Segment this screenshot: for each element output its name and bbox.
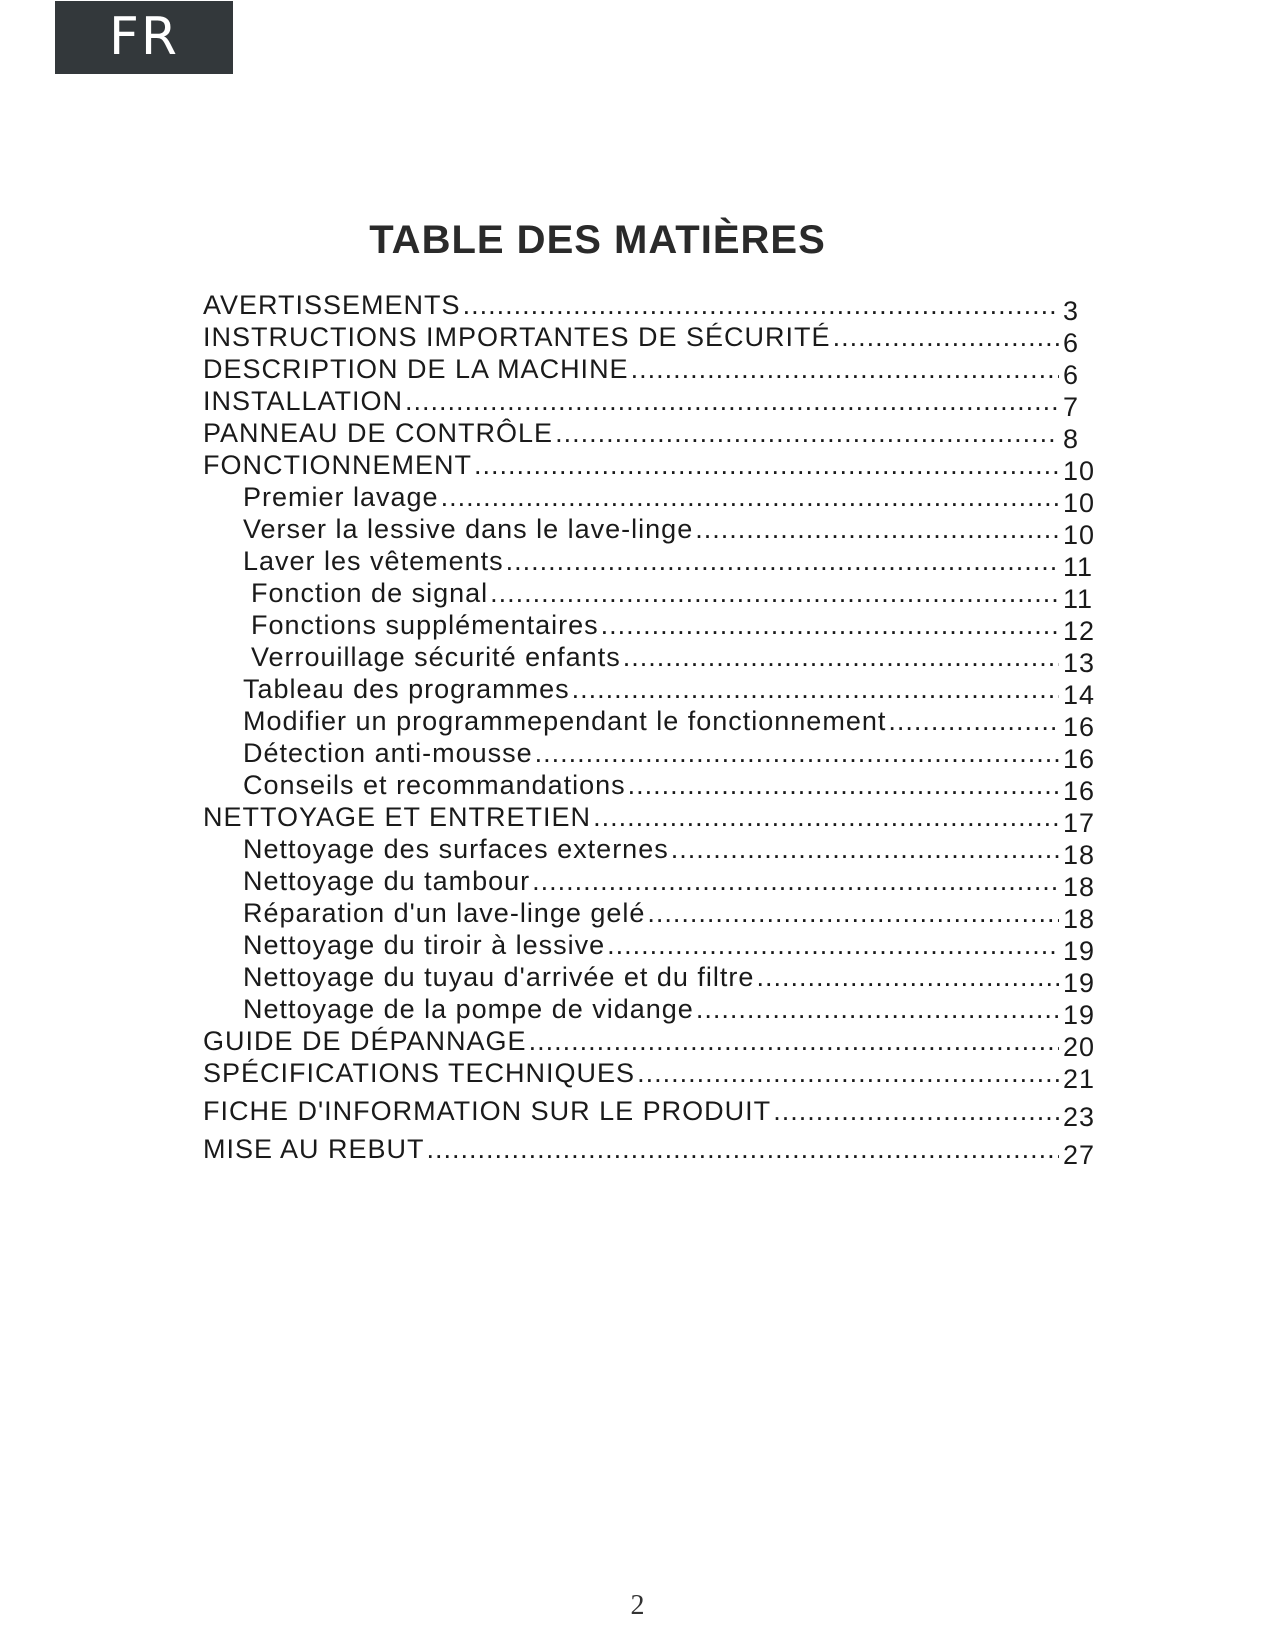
toc-entry[interactable] [203,1134,1103,1170]
toc-entry-label: NETTOYAGE ET ENTRETIEN [203,802,592,832]
dot-leader [671,834,1059,865]
toc-entry-page: 14 [1063,680,1096,710]
toc-entry[interactable] [203,642,1103,678]
toc-entry[interactable] [203,834,1103,870]
dot-leader [696,994,1059,1025]
dot-leader [773,1096,1059,1127]
toc-entry-page: 16 [1063,776,1096,806]
toc-entry[interactable] [203,962,1103,998]
dot-leader [888,706,1059,737]
toc-entry-page: 20 [1063,1032,1096,1062]
toc-entry-page: 11 [1063,552,1094,582]
toc-entry-label: INSTALLATION [203,386,404,416]
toc-entry-label: Verser la lessive dans le lave-linge [243,514,694,544]
toc-entry[interactable] [203,1096,1103,1132]
toc-entry-label: Nettoyage du tiroir à lessive [243,930,606,960]
toc-entry-label: Nettoyage des surfaces externes [243,834,669,864]
dot-leader [637,1058,1059,1089]
toc-entry-label: PANNEAU DE CONTRÔLE [203,418,554,448]
toc-entry-page: 6 [1063,360,1080,390]
toc-entry[interactable] [203,450,1103,486]
toc-entry-label: INSTRUCTIONS IMPORTANTES DE SÉCURITÉ [203,322,831,352]
toc-entry[interactable] [203,546,1103,582]
dot-leader [623,642,1059,673]
toc-entry-label: Fonction de signal [251,578,489,608]
toc-entry-page: 6 [1063,328,1080,358]
toc-entry[interactable] [203,290,1103,326]
toc-entry[interactable] [203,1026,1103,1062]
toc-entry-page: 10 [1063,488,1096,518]
toc-entry-label: MISE AU REBUT [203,1134,425,1164]
toc-entry-page: 10 [1063,520,1096,550]
dot-leader [474,450,1059,481]
page-number: 2 [630,1590,645,1621]
toc-entry-label: Premier lavage [243,482,439,512]
dot-leader [593,802,1059,833]
toc-entry-page: 12 [1063,616,1096,646]
toc-entry-page: 3 [1063,296,1080,326]
toc-entry-label: FONCTIONNEMENT [203,450,472,480]
toc-entry[interactable] [203,738,1103,774]
dot-leader [506,546,1059,577]
toc-entry[interactable] [203,770,1103,806]
toc-entry-page: 10 [1063,456,1096,486]
toc-entry[interactable] [203,418,1103,454]
dot-leader [535,738,1059,769]
toc-entry-label: Verrouillage sécurité enfants [251,642,621,672]
dot-leader [529,1026,1059,1057]
toc-entry-page: 17 [1063,808,1096,838]
toc-entry-label: GUIDE DE DÉPANNAGE [203,1026,527,1056]
toc-entry-page: 18 [1063,872,1096,902]
toc-entry-label: Tableau des programmes [243,674,570,704]
dot-leader [628,770,1059,801]
toc-entry-label: Nettoyage du tuyau d'arrivée et du filtre [243,962,755,992]
toc-entry[interactable] [203,930,1103,966]
language-badge: FR [55,1,233,74]
toc-entry[interactable] [203,386,1103,422]
toc-entry-label: Nettoyage de la pompe de vidange [243,994,694,1024]
toc-entry-label: Conseils et recommandations [243,770,626,800]
toc-entry[interactable] [203,994,1103,1030]
toc-entry-page: 16 [1063,712,1096,742]
toc-entry-label: Laver les vêtements [243,546,504,576]
toc-entry[interactable] [203,578,1103,614]
toc-entry-label: Fonctions supplémentaires [251,610,599,640]
dot-leader [490,578,1059,609]
toc-entry-page: 8 [1063,424,1080,454]
dot-leader [532,866,1059,897]
toc-entry-label: FICHE D'INFORMATION SUR LE PRODUIT [203,1096,772,1126]
dot-leader [601,610,1059,641]
toc-entry[interactable] [203,1058,1103,1094]
toc-entry-page: 19 [1063,1000,1096,1030]
toc-entry[interactable] [203,706,1103,742]
toc-entry-page: 7 [1063,392,1080,422]
dot-leader [441,482,1059,513]
toc-entry[interactable] [203,802,1103,838]
toc-entry-label: DESCRIPTION DE LA MACHINE [203,354,629,384]
dot-leader [647,898,1059,929]
toc-entry-page: 21 [1063,1064,1096,1094]
toc-entry-page: 11 [1063,584,1094,614]
toc-entry-page: 27 [1063,1140,1096,1170]
toc-entry-label: AVERTISSEMENTS [203,290,461,320]
toc-entry-label: Réparation d'un lave-linge gelé [243,898,646,928]
toc-entry[interactable] [203,482,1103,518]
dot-leader [555,418,1059,449]
toc-entry-page: 19 [1063,968,1096,998]
dot-leader [607,930,1059,961]
dot-leader [572,674,1059,705]
toc-entry-page: 19 [1063,936,1096,966]
toc-entry-label: Nettoyage du tambour [243,866,531,896]
dot-leader [427,1134,1059,1165]
toc-entry[interactable] [203,514,1103,550]
toc-entry[interactable] [203,610,1103,646]
toc-entry[interactable] [203,354,1103,390]
toc-entry-page: 13 [1063,648,1096,678]
toc-entry-page: 18 [1063,904,1096,934]
toc-entry[interactable] [203,674,1103,710]
toc-entry[interactable] [203,866,1103,902]
toc-entry-label: Modifier un programmependant le fonctionnement [243,706,887,736]
table-of-contents [203,290,1103,1170]
dot-leader [463,290,1059,321]
toc-entry-page: 18 [1063,840,1096,870]
page-title: TABLE DES MATIÈRES [369,218,826,262]
toc-entry[interactable] [203,322,1103,358]
toc-entry-label: SPÉCIFICATIONS TECHNIQUES [203,1058,636,1088]
dot-leader [405,386,1059,417]
dot-leader [756,962,1059,993]
toc-entry-label: Détection anti-mousse [243,738,533,768]
toc-entry[interactable] [203,898,1103,934]
dot-leader [631,354,1059,385]
toc-entry-page: 23 [1063,1102,1096,1132]
dot-leader [833,322,1059,353]
dot-leader [695,514,1059,545]
toc-entry-page: 16 [1063,744,1096,774]
